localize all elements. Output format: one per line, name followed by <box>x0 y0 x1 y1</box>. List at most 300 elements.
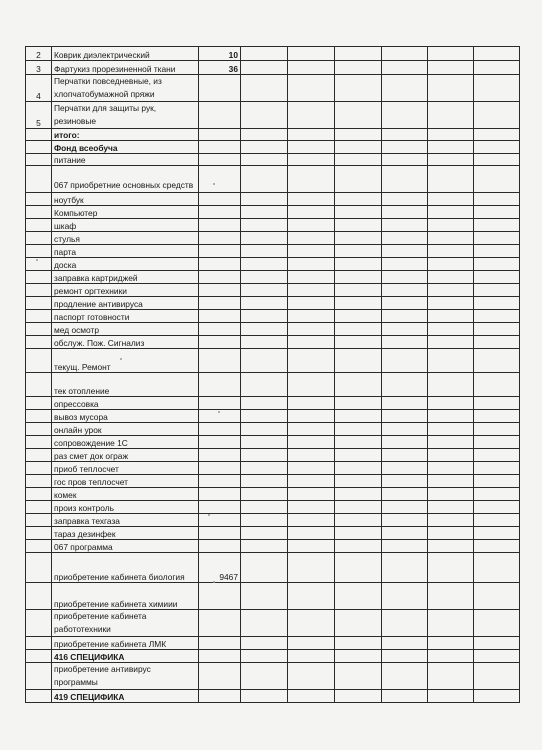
empty-cell <box>288 245 335 258</box>
empty-cell <box>241 284 288 297</box>
empty-cell <box>241 501 288 514</box>
quantity-cell <box>199 527 241 540</box>
empty-cell <box>382 129 428 141</box>
empty-cell <box>288 349 335 373</box>
empty-cell <box>382 297 428 310</box>
table-row <box>26 47 520 61</box>
table-row <box>26 610 520 637</box>
item-name-cell: Перчатки для защиты рук, резиновые <box>52 102 199 129</box>
table-row <box>26 154 520 166</box>
empty-cell <box>428 61 474 75</box>
empty-cell <box>382 102 428 129</box>
empty-cell <box>335 462 382 475</box>
empty-cell <box>241 527 288 540</box>
table-row <box>26 583 520 610</box>
empty-cell <box>428 310 474 323</box>
empty-cell <box>428 373 474 397</box>
empty-cell <box>428 650 474 663</box>
empty-cell <box>241 310 288 323</box>
empty-cell <box>474 475 520 488</box>
quantity-cell <box>199 271 241 284</box>
item-name-cell: гос пров теплосчет <box>52 475 199 488</box>
quantity-cell <box>199 193 241 206</box>
item-name-cell: раз смет док ограж <box>52 449 199 462</box>
empty-cell <box>382 271 428 284</box>
empty-cell <box>382 462 428 475</box>
row-number-cell <box>26 475 52 488</box>
empty-cell <box>288 553 335 583</box>
empty-cell <box>288 690 335 703</box>
empty-cell <box>241 75 288 102</box>
empty-cell <box>474 514 520 527</box>
table-row <box>26 61 520 75</box>
row-number-cell: 4 <box>26 75 52 102</box>
empty-cell <box>382 323 428 336</box>
row-number-cell <box>26 650 52 663</box>
empty-cell <box>428 232 474 245</box>
empty-cell <box>241 141 288 154</box>
table-row <box>26 232 520 245</box>
item-name-cell: парта <box>52 245 199 258</box>
empty-cell <box>288 462 335 475</box>
table-row <box>26 141 520 154</box>
empty-cell <box>382 166 428 193</box>
row-number-cell <box>26 436 52 449</box>
empty-cell <box>241 663 288 690</box>
empty-cell <box>335 206 382 219</box>
empty-cell <box>382 540 428 553</box>
table-row <box>26 284 520 297</box>
empty-cell <box>382 232 428 245</box>
item-name-cell: заправка картриджей <box>52 271 199 284</box>
empty-cell <box>335 410 382 423</box>
item-name-cell: 067 программа <box>52 540 199 553</box>
table-row <box>26 475 520 488</box>
item-name-cell: ноутбук <box>52 193 199 206</box>
empty-cell <box>428 193 474 206</box>
quantity-cell <box>199 637 241 650</box>
empty-cell <box>335 397 382 410</box>
empty-cell <box>382 284 428 297</box>
empty-cell <box>474 258 520 271</box>
item-name-cell: 416 СПЕЦИФИКА <box>52 650 199 663</box>
row-number-cell <box>26 501 52 514</box>
empty-cell <box>288 436 335 449</box>
table-row <box>26 166 520 193</box>
table-row <box>26 75 520 102</box>
empty-cell <box>288 141 335 154</box>
empty-cell <box>428 129 474 141</box>
empty-cell <box>335 650 382 663</box>
item-name-cell: доска <box>52 258 199 271</box>
item-name-cell: вывоз мусора <box>52 410 199 423</box>
empty-cell <box>241 436 288 449</box>
empty-cell <box>241 690 288 703</box>
empty-cell <box>474 373 520 397</box>
empty-cell <box>382 449 428 462</box>
empty-cell <box>474 310 520 323</box>
empty-cell <box>474 583 520 610</box>
empty-cell <box>288 310 335 323</box>
item-name-cell: комек <box>52 488 199 501</box>
empty-cell <box>335 488 382 501</box>
table-row <box>26 462 520 475</box>
empty-cell <box>335 449 382 462</box>
empty-cell <box>474 271 520 284</box>
empty-cell <box>288 166 335 193</box>
item-name-cell: тараз дезинфек <box>52 527 199 540</box>
empty-cell <box>474 663 520 690</box>
item-name-cell: Компьютер <box>52 206 199 219</box>
empty-cell <box>335 323 382 336</box>
empty-cell <box>382 475 428 488</box>
table-row <box>26 488 520 501</box>
item-name-cell: ремонт оргтехники <box>52 284 199 297</box>
quantity-cell <box>199 336 241 349</box>
empty-cell <box>382 75 428 102</box>
empty-cell <box>382 663 428 690</box>
empty-cell <box>241 193 288 206</box>
empty-cell <box>241 514 288 527</box>
empty-cell <box>335 75 382 102</box>
item-name-cell: приобретение антивирус программы <box>52 663 199 690</box>
empty-cell <box>335 349 382 373</box>
empty-cell <box>428 423 474 436</box>
empty-cell <box>288 336 335 349</box>
quantity-cell <box>199 245 241 258</box>
quantity-cell <box>199 436 241 449</box>
empty-cell <box>241 297 288 310</box>
empty-cell <box>335 271 382 284</box>
empty-cell <box>241 583 288 610</box>
empty-cell <box>382 637 428 650</box>
item-name-cell: Коврик диэлектрический <box>52 47 199 61</box>
table-row <box>26 436 520 449</box>
item-name-cell: текущ. Ремонт <box>52 349 199 373</box>
empty-cell <box>474 501 520 514</box>
row-number-cell <box>26 297 52 310</box>
quantity-cell <box>199 610 241 637</box>
empty-cell <box>428 663 474 690</box>
item-name-cell: продление антивируса <box>52 297 199 310</box>
empty-cell <box>241 423 288 436</box>
empty-cell <box>382 423 428 436</box>
empty-cell <box>474 690 520 703</box>
table-row <box>26 271 520 284</box>
empty-cell <box>474 397 520 410</box>
empty-cell <box>288 637 335 650</box>
item-name-cell: приобретение кабинета химиии <box>52 583 199 610</box>
empty-cell <box>335 166 382 193</box>
quantity-cell <box>199 690 241 703</box>
empty-cell <box>288 323 335 336</box>
table-row <box>26 245 520 258</box>
quantity-cell <box>199 349 241 373</box>
empty-cell <box>382 527 428 540</box>
empty-cell <box>474 553 520 583</box>
item-name-cell: заправка техгаза <box>52 514 199 527</box>
empty-cell <box>382 610 428 637</box>
empty-cell <box>241 271 288 284</box>
empty-cell <box>382 206 428 219</box>
empty-cell <box>241 102 288 129</box>
row-number-cell <box>26 690 52 703</box>
quantity-cell <box>199 166 241 193</box>
empty-cell <box>241 373 288 397</box>
quantity-cell <box>199 650 241 663</box>
table-row <box>26 373 520 397</box>
empty-cell <box>288 219 335 232</box>
row-number-cell <box>26 397 52 410</box>
empty-cell <box>474 410 520 423</box>
quantity-cell <box>199 141 241 154</box>
empty-cell <box>288 527 335 540</box>
empty-cell <box>474 540 520 553</box>
empty-cell <box>474 336 520 349</box>
empty-cell <box>335 336 382 349</box>
empty-cell <box>428 154 474 166</box>
empty-cell <box>288 501 335 514</box>
empty-cell <box>474 219 520 232</box>
empty-cell <box>288 449 335 462</box>
empty-cell <box>382 245 428 258</box>
empty-cell <box>474 141 520 154</box>
table-row <box>26 193 520 206</box>
table-row <box>26 501 520 514</box>
empty-cell <box>335 61 382 75</box>
empty-cell <box>474 610 520 637</box>
quantity-cell <box>199 397 241 410</box>
empty-cell <box>428 75 474 102</box>
item-name-cell: Фонд всеобуча <box>52 141 199 154</box>
row-number-cell <box>26 610 52 637</box>
empty-cell <box>428 501 474 514</box>
empty-cell <box>428 610 474 637</box>
scan-speck <box>36 259 38 261</box>
empty-cell <box>288 47 335 61</box>
empty-cell <box>335 690 382 703</box>
empty-cell <box>241 397 288 410</box>
empty-cell <box>288 258 335 271</box>
scan-speck <box>213 581 215 583</box>
table-row <box>26 690 520 703</box>
row-number-cell <box>26 129 52 141</box>
quantity-cell <box>199 663 241 690</box>
empty-cell <box>288 583 335 610</box>
table-row <box>26 527 520 540</box>
scan-speck <box>208 514 210 516</box>
empty-cell <box>428 141 474 154</box>
quantity-cell <box>199 373 241 397</box>
empty-cell <box>241 245 288 258</box>
quantity-cell <box>199 488 241 501</box>
quantity-cell: 9467 <box>199 553 241 583</box>
empty-cell <box>335 610 382 637</box>
quantity-cell <box>199 258 241 271</box>
row-number-cell <box>26 271 52 284</box>
empty-cell <box>241 166 288 193</box>
empty-cell <box>288 410 335 423</box>
quantity-cell <box>199 540 241 553</box>
empty-cell <box>335 141 382 154</box>
empty-cell <box>335 553 382 583</box>
empty-cell <box>382 47 428 61</box>
empty-cell <box>335 232 382 245</box>
item-name-cell: тек отопление <box>52 373 199 397</box>
quantity-cell <box>199 462 241 475</box>
empty-cell <box>382 154 428 166</box>
empty-cell <box>474 102 520 129</box>
empty-cell <box>474 462 520 475</box>
empty-cell <box>382 501 428 514</box>
item-name-cell: паспорт готовности <box>52 310 199 323</box>
table-row <box>26 423 520 436</box>
empty-cell <box>335 258 382 271</box>
quantity-cell <box>199 102 241 129</box>
empty-cell <box>288 373 335 397</box>
empty-cell <box>241 47 288 61</box>
table-row <box>26 206 520 219</box>
empty-cell <box>474 349 520 373</box>
row-number-cell <box>26 514 52 527</box>
empty-cell <box>335 501 382 514</box>
row-number-cell <box>26 488 52 501</box>
empty-cell <box>428 349 474 373</box>
empty-cell <box>288 514 335 527</box>
empty-cell <box>241 449 288 462</box>
empty-cell <box>474 323 520 336</box>
empty-cell <box>241 540 288 553</box>
empty-cell <box>288 129 335 141</box>
empty-cell <box>474 527 520 540</box>
empty-cell <box>335 129 382 141</box>
empty-cell <box>335 47 382 61</box>
empty-cell <box>428 284 474 297</box>
item-name-cell: приоб теплосчет <box>52 462 199 475</box>
empty-cell <box>474 650 520 663</box>
item-name-cell: Фартукиз прорезиненной ткани <box>52 61 199 75</box>
table-row <box>26 449 520 462</box>
empty-cell <box>382 397 428 410</box>
table-row <box>26 650 520 663</box>
empty-cell <box>474 75 520 102</box>
empty-cell <box>288 475 335 488</box>
row-number-cell: 5 <box>26 102 52 129</box>
row-number-cell <box>26 245 52 258</box>
empty-cell <box>288 297 335 310</box>
empty-cell <box>428 583 474 610</box>
row-number-cell <box>26 349 52 373</box>
quantity-cell: 36 <box>199 61 241 75</box>
quantity-cell <box>199 423 241 436</box>
empty-cell <box>241 154 288 166</box>
empty-cell <box>241 650 288 663</box>
empty-cell <box>382 141 428 154</box>
empty-cell <box>382 373 428 397</box>
empty-cell <box>335 540 382 553</box>
item-name-cell: питание <box>52 154 199 166</box>
empty-cell <box>335 219 382 232</box>
quantity-cell <box>199 232 241 245</box>
empty-cell <box>474 436 520 449</box>
empty-cell <box>428 245 474 258</box>
empty-cell <box>428 219 474 232</box>
item-name-cell: 067 приобретние основных средств <box>52 166 199 193</box>
empty-cell <box>428 637 474 650</box>
empty-cell <box>241 323 288 336</box>
empty-cell <box>474 637 520 650</box>
empty-cell <box>474 129 520 141</box>
empty-cell <box>428 690 474 703</box>
quantity-cell <box>199 284 241 297</box>
empty-cell <box>382 258 428 271</box>
table-row <box>26 663 520 690</box>
empty-cell <box>474 297 520 310</box>
empty-cell <box>382 219 428 232</box>
empty-cell <box>474 193 520 206</box>
table-row <box>26 553 520 583</box>
row-number-cell: 3 <box>26 61 52 75</box>
empty-cell <box>428 206 474 219</box>
empty-cell <box>474 284 520 297</box>
row-number-cell <box>26 540 52 553</box>
empty-cell <box>382 514 428 527</box>
empty-cell <box>335 193 382 206</box>
empty-cell <box>428 166 474 193</box>
empty-cell <box>474 449 520 462</box>
table-row <box>26 514 520 527</box>
item-name-cell: опрессовка <box>52 397 199 410</box>
table-row <box>26 310 520 323</box>
item-name-cell: стулья <box>52 232 199 245</box>
item-name-cell: приобретение кабинета ЛМК <box>52 637 199 650</box>
table-row <box>26 397 520 410</box>
empty-cell <box>428 336 474 349</box>
empty-cell <box>335 297 382 310</box>
empty-cell <box>382 193 428 206</box>
empty-cell <box>335 436 382 449</box>
empty-cell <box>241 61 288 75</box>
empty-cell <box>288 610 335 637</box>
table-row <box>26 540 520 553</box>
item-name-cell: 419 СПЕЦИФИКА <box>52 690 199 703</box>
empty-cell <box>335 245 382 258</box>
item-name-cell: Перчатки повседневные, из хлопчатобумажной пряжи <box>52 75 199 102</box>
empty-cell <box>335 637 382 650</box>
empty-cell <box>474 206 520 219</box>
empty-cell <box>428 102 474 129</box>
row-number-cell <box>26 663 52 690</box>
empty-cell <box>335 154 382 166</box>
empty-cell <box>335 475 382 488</box>
row-number-cell <box>26 553 52 583</box>
row-number-cell <box>26 232 52 245</box>
empty-cell <box>428 540 474 553</box>
empty-cell <box>335 373 382 397</box>
empty-cell <box>382 436 428 449</box>
row-number-cell: 2 <box>26 47 52 61</box>
empty-cell <box>241 553 288 583</box>
quantity-cell <box>199 514 241 527</box>
empty-cell <box>335 583 382 610</box>
empty-cell <box>474 423 520 436</box>
empty-cell <box>428 553 474 583</box>
row-number-cell <box>26 637 52 650</box>
scan-speck <box>213 183 215 185</box>
scan-speck <box>218 411 220 413</box>
table-row <box>26 349 520 373</box>
row-number-cell <box>26 154 52 166</box>
